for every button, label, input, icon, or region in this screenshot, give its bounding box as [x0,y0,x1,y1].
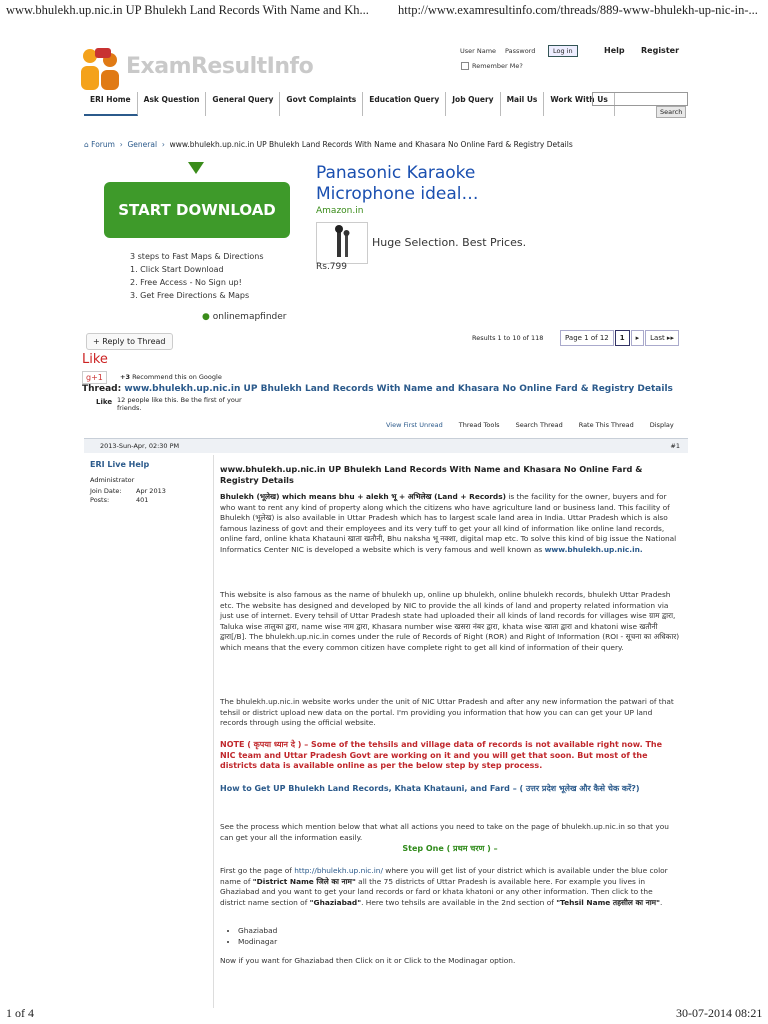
search-thread-menu[interactable]: Search Thread [515,421,563,429]
google-plus-button[interactable]: g+1 [82,371,107,384]
nav-mail-us[interactable]: Mail Us [501,92,545,116]
p5-text-d: all the 75 districts of Uttar Pradesh is available here. For example you lives in Ghaziabad and you want to get your land records or fard or khata khatoni or any other information. Then click to the district name section of [220,876,653,907]
post-paragraph-2: This website is also famous as the name of bhulekh up, online up bhulekh, online bhulekh records, bhulekh Uttar Pradesh etc. The website has designed and developed by NIC to provide the all kinds of land and property related information via just use of internet. Every tehsil of Uttar Pradesh state had uploaded their all kinds of land records for villages wise ग्राम द्वारा, Taluka wise तालुका द्वारा, name wise नाम द्वारा, Khasara number wise खसरा नंबर द्वारा, khata wise खाता द्वारा and khatoni wise खतौनी द्वारा[/B]. The bhulekh.up.nic.in comes under the rule of Records of Right (ROR) and Right of Information (ROI - सूचना का अधिकार) which means that the every common citizen have complete right to get all kind of information of their query. [220,590,680,652]
down-arrow-icon [188,162,204,174]
post-title: www.bhulekh.up.nic.in UP Bhulekh Land Records With Name and Khasara No Online Fard & Registry Details [220,464,643,485]
thread-tools-menu[interactable]: Thread Tools [458,421,500,429]
username-label: User Name [460,47,497,55]
p5-text-f: . Here two tehsils are available in the 2nd section of [361,897,557,907]
reply-to-thread-button[interactable]: + Reply to Thread [86,333,173,350]
ad-steps [130,250,264,302]
breadcrumb-current: www.bhulekh.up.nic.in UP Bhulekh Land Records With Name and Khasara No Online Fard & Registry Details [169,140,573,149]
amazon-title-line2: Microphone ideal… [316,184,479,204]
globe-icon: ● [202,312,210,322]
current-page[interactable]: 1 [615,330,630,346]
page-of-label[interactable]: Page 1 of 12 [560,330,614,346]
list-item: • Ghaziabad [238,926,680,937]
bhulekh-site-link[interactable]: http://bhulekh.up.nic.in/ [294,866,383,875]
breadcrumb: ⌂ Forum › General › www.bhulekh.up.nic.in UP Bhulekh Land Records With Name and Khasara No Online Fard & Registry Details [84,140,573,149]
rate-thread-menu[interactable]: Rate This Thread [578,421,634,429]
bhulekh-link[interactable]: www.bhulekh.up.nic.in. [544,544,643,554]
google-recommend [120,373,222,381]
print-page: 1 of 4 [6,1006,34,1020]
posts-value: 401 [136,496,149,504]
post-number[interactable]: #1 [670,442,680,450]
post-paragraph-5 [220,866,680,908]
tehsil-list [220,926,680,947]
author-meta [90,487,166,505]
remember-label: Remember Me? [472,62,523,70]
post-paragraph-4: See the process which mention below that what all actions you need to take on the page of bhulekh.up.nic.in so that you can get your all the information easily. [220,822,669,842]
help-link[interactable]: Help [604,46,625,55]
search-input[interactable] [592,92,688,106]
search-button[interactable]: Search [656,106,686,118]
post-paragraph-1 [220,492,680,556]
nav-job-query[interactable]: Job Query [446,92,500,116]
p5-text-b: where you will get list of your district which is available under the blue color name of [220,866,668,886]
amazon-ad-title[interactable] [316,163,478,205]
register-link[interactable]: Register [641,46,680,55]
amazon-source[interactable]: Amazon.in [316,206,364,216]
pagination [560,330,680,346]
thread-label: Thread: [82,384,122,394]
next-page-button[interactable]: ▸ [631,330,645,346]
post-date: 2013-Sun-Apr, 02:30 PM [100,442,180,450]
author-role: Administrator [90,476,135,484]
view-first-unread[interactable]: View First Unread [386,421,443,429]
password-label: Password [505,47,536,55]
amazon-tagline: Huge Selection. Best Prices. [372,236,527,249]
microphone-icon [317,223,367,263]
home-icon[interactable]: ⌂ [84,140,89,149]
post-paragraph-3: The bhulekh.up.nic.in website works under the unit of NIC Uttar Pradesh and after any new information the patwari of that tehsil or district upload new data on the portal. I'm providing you information that how you can can get your UP land records through using the official website. [220,697,674,728]
thread-tools-bar [386,421,690,429]
microphone-product-image[interactable] [316,222,368,264]
post-header [84,438,688,453]
thread-title-link[interactable]: www.bhulekh.up.nic.in UP Bhulekh Land Records With Name and Khasara No Online Fard & Registry Details [124,384,673,394]
howto-heading: How to Get UP Bhulekh Land Records, Khata Khatauni, and Fard – ( उत्तर प्रदेश भूलेख और कैसे चेक करें?) [220,784,640,793]
ad-step-1: 1. Click Start Download [130,265,224,274]
print-title: www.bhulekh.up.nic.in UP Bhulekh Land Records With Name and Kh... [6,3,369,17]
p5-tehsil-name: "Tehsil Name तहसील का नाम" [556,897,660,907]
facebook-like-button[interactable]: Like [96,398,113,406]
gplus-recommend-text: Recommend this on Google [132,373,222,381]
remember-checkbox[interactable] [461,62,469,70]
start-download-button[interactable]: START DOWNLOAD [104,182,290,238]
ad-step-3: 3. Get Free Directions & Maps [130,291,250,300]
p5-text-h: . [659,897,663,907]
breadcrumb-general[interactable]: General [127,140,158,149]
like-count: 12 people like this. Be the first of your friends. [117,396,242,412]
nav-work-with-us[interactable]: Work With Us [544,92,614,116]
p5-district-name: "District Name जिले का नाम" [252,876,356,886]
post-author[interactable]: ERI Live Help [90,460,150,469]
logo-text: ExamResultInfo [126,54,314,79]
ad-steps-title: 3 steps to Fast Maps & Directions [130,252,264,261]
thread-title [82,384,673,394]
p1-bold: Bhulekh (भूलेख) which means bhu + alekh भू + अभिलेख (Land + Records) [220,492,506,501]
ad-brand-text: onlinemapfinder [212,312,287,322]
ad-brand[interactable] [202,312,287,322]
last-page-button[interactable]: Last ▸▸ [645,330,679,346]
post-note: NOTE ( कृपया ध्यान दे ) – Some of the tehsils and village data of records is not available right now. The NIC team and Uttar Pradesh Govt are working on it and you will get that soon. But most of the districts data is available online as per the below step by step process. [220,740,663,771]
gplus-count: +3 [120,373,130,381]
people-logo-icon [78,46,124,94]
step-one-heading: Step One ( प्रथम चरण ) – [402,844,498,853]
nav-education-query[interactable]: Education Query [363,92,446,116]
list-item: • Modinagar [238,937,680,948]
breadcrumb-forum[interactable]: Forum [91,140,115,149]
print-header [0,0,768,20]
like-button[interactable]: Like [82,352,108,367]
amazon-price: Rs.799 [316,262,347,272]
p1-text: is the facility for the owner, buyers and for who want to rent any kind of property along which the citizens who have agriculture land or business land. This facility of Bhulekh (भूलेख) is also available in Uttar Pradesh which has to largest scale land area in India. Uttar Pradesh which is also famous laziness of govt and their employees and its very tuff to get your all kind of information like online land records, online fard, online khata Khatauni खाता खतौनी, Bhu naksha भू नक्शा, digital map etc. To solve this kind of big issue the National Informatics Center NIC is developed a website which is very famous and well known as [220,492,677,554]
nav-eri-home[interactable]: ERI Home [84,92,138,116]
p5-ghaziabad: "Ghaziabad" [309,897,362,907]
nav-general-query[interactable]: General Query [206,92,280,116]
post-paragraph-6: Now if you want for Ghaziabad then Click on it or Click to the Modinagar option. [220,956,516,965]
print-timestamp: 30-07-2014 08:21 [676,1006,763,1020]
nav-ask-question[interactable]: Ask Question [138,92,207,116]
display-menu[interactable]: Display [649,421,674,429]
join-date-label: Join Date: [90,487,122,495]
main-nav [84,92,615,116]
posts-label: Posts: [90,496,110,504]
nav-govt-complaints[interactable]: Govt Complaints [280,92,363,116]
results-count: Results 1 to 10 of 118 [472,334,544,342]
amazon-title-line1: Panasonic Karaoke [316,163,476,183]
ad-step-2: 2. Free Access - No Sign up! [130,278,242,287]
login-button[interactable]: Log in [548,45,578,57]
join-date-value: Apr 2013 [136,487,166,495]
p5-text-a: First go the page of [220,866,295,875]
print-url: http://www.examresultinfo.com/threads/889-www-bhulekh-up-nic-in-... [398,3,758,17]
